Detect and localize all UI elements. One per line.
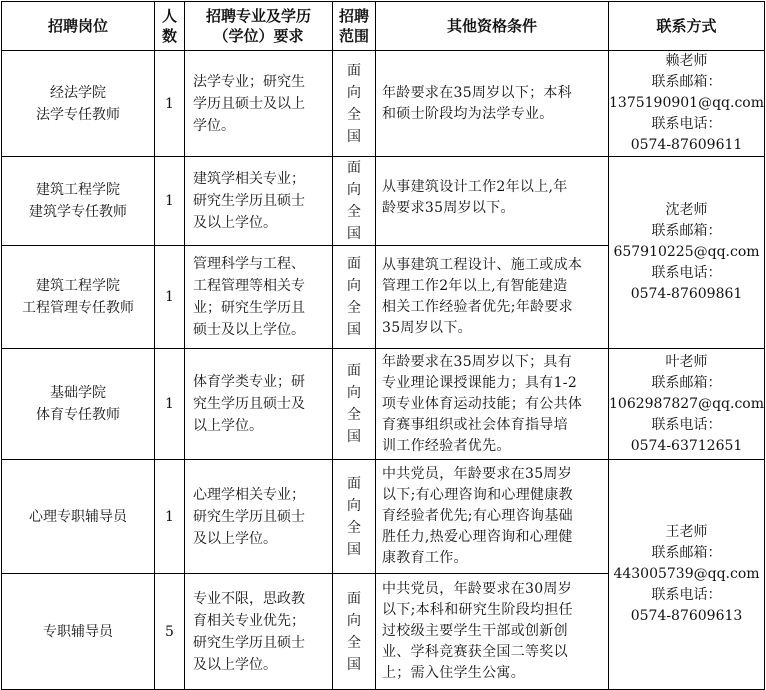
scope-cell: 面 向 全 国 xyxy=(333,349,376,460)
position-cell: 基础学院 体育专任教师 xyxy=(2,349,155,460)
count-cell: 1 xyxy=(155,157,185,246)
major-cell: 体育学类专业；研 究生学历且硕士及 以上学位。 xyxy=(185,349,333,460)
contact-email[interactable]: 1375190901@qq.com xyxy=(609,95,764,111)
position-cell: 专职辅导员 xyxy=(2,574,155,690)
conditions-cell: 从事建筑工程设计、施工或成本 管理工作2年以上,有智能建造 相关工作经验者优先;年龄要求 35周岁以下。 xyxy=(376,246,609,349)
count-cell: 5 xyxy=(155,574,185,690)
position-cell: 建筑工程学院 工程管理专任教师 xyxy=(2,246,155,349)
major-cell: 建筑学相关专业； 研究生学历且硕士 及以上学位。 xyxy=(185,157,333,246)
conditions-cell: 年龄要求在35周岁以下；具有 专业理论课授课能力；具有1-2 项专业体育运动技能；有公共体 育赛事组织或社会体育指导培 训工作经验者优先。 xyxy=(376,349,609,460)
contact-phone: 0574-63712651 xyxy=(630,437,743,454)
scope-cell: 面 向 全 国 xyxy=(333,51,376,157)
contact-email[interactable]: 657910225@qq.com xyxy=(613,244,760,260)
contact-email-label: 联系邮箱： xyxy=(651,374,722,391)
scope-cell: 面 向 全 国 xyxy=(333,157,376,246)
major-cell: 法学专业；研究生 学历且硕士及以上 学位。 xyxy=(185,51,333,157)
count-cell: 1 xyxy=(155,460,185,574)
count-cell: 1 xyxy=(155,246,185,349)
header-major: 招聘专业及学历 （学位）要求 xyxy=(185,2,333,51)
scope-cell: 面 向 全 国 xyxy=(333,574,376,690)
contact-email-label: 联系邮箱： xyxy=(651,545,722,561)
contact-cell xyxy=(609,460,765,690)
contact-email[interactable]: 1062987827@qq.com xyxy=(609,395,764,412)
position-cell: 经法学院 法学专任教师 xyxy=(2,51,155,157)
table-row xyxy=(2,349,765,460)
contact-name: 叶老师 xyxy=(665,353,708,370)
contact-email-label: 联系邮箱： xyxy=(651,223,722,239)
position-cell: 建筑工程学院 建筑学专任教师 xyxy=(2,157,155,246)
count-cell: 1 xyxy=(155,349,185,460)
contact-phone-label: 联系电话： xyxy=(651,416,722,433)
count-cell: 1 xyxy=(155,51,185,157)
recruitment-table xyxy=(1,1,765,690)
position-cell: 心理专职辅导员 xyxy=(2,460,155,574)
contact-email[interactable]: 443005739@qq.com xyxy=(613,566,760,582)
conditions-cell: 中共党员，年龄要求在35周岁 以下;有心理咨询和心理健康教 育经验者优先;有心理咨询基础 胜任力,热爱心理咨询和心理健 康教育工作。 xyxy=(376,460,609,574)
major-cell: 心理学相关专业； 研究生学历且硕士 及以上学位。 xyxy=(185,460,333,574)
major-cell: 管理科学与工程、 工程管理等相关专 业；研究生学历且 硕士及以上学位。 xyxy=(185,246,333,349)
contact-name: 王老师 xyxy=(665,524,708,540)
table-row xyxy=(2,460,765,574)
contact-phone: 0574-87609613 xyxy=(630,608,743,624)
conditions-cell: 年龄要求在35周岁以下；本科 和硕士阶段均为法学专业。 xyxy=(376,51,609,157)
contact-phone-label: 联系电话： xyxy=(651,265,722,281)
contact-phone-label: 联系电话： xyxy=(651,116,722,132)
table-row xyxy=(2,157,765,246)
contact-name: 赖老师 xyxy=(665,53,708,69)
contact-phone: 0574-87609861 xyxy=(630,286,743,302)
header-row xyxy=(2,2,765,51)
contact-phone-label: 联系电话： xyxy=(651,587,722,603)
header-position: 招聘岗位 xyxy=(2,2,155,51)
scope-cell: 面 向 全 国 xyxy=(333,246,376,349)
header-contact: 联系方式 xyxy=(609,2,765,51)
contact-email-label: 联系邮箱： xyxy=(651,74,722,90)
table-row xyxy=(2,51,765,157)
contact-cell xyxy=(609,157,765,349)
scope-cell: 面 向 全 国 xyxy=(333,460,376,574)
contact-cell xyxy=(609,349,765,460)
header-scope: 招聘 范围 xyxy=(333,2,376,51)
header-count: 人 数 xyxy=(155,2,185,51)
contact-name: 沈老师 xyxy=(665,202,708,218)
contact-phone: 0574-87609611 xyxy=(630,137,743,153)
major-cell: 专业不限，思政教 育相关专业优先； 研究生学历且硕士 及以上学位。 xyxy=(185,574,333,690)
conditions-cell: 从事建筑设计工作2年以上,年 龄要求35周岁以下。 xyxy=(376,157,609,246)
header-conditions: 其他资格条件 xyxy=(376,2,609,51)
contact-cell xyxy=(609,51,765,157)
conditions-cell: 中共党员，年龄要求在30周岁 以下;本科和研究生阶段均担任 过校级主要学生干部或创新创 业、学科竞赛获全国二等奖以 上；需入住学生公寓。 xyxy=(376,574,609,690)
